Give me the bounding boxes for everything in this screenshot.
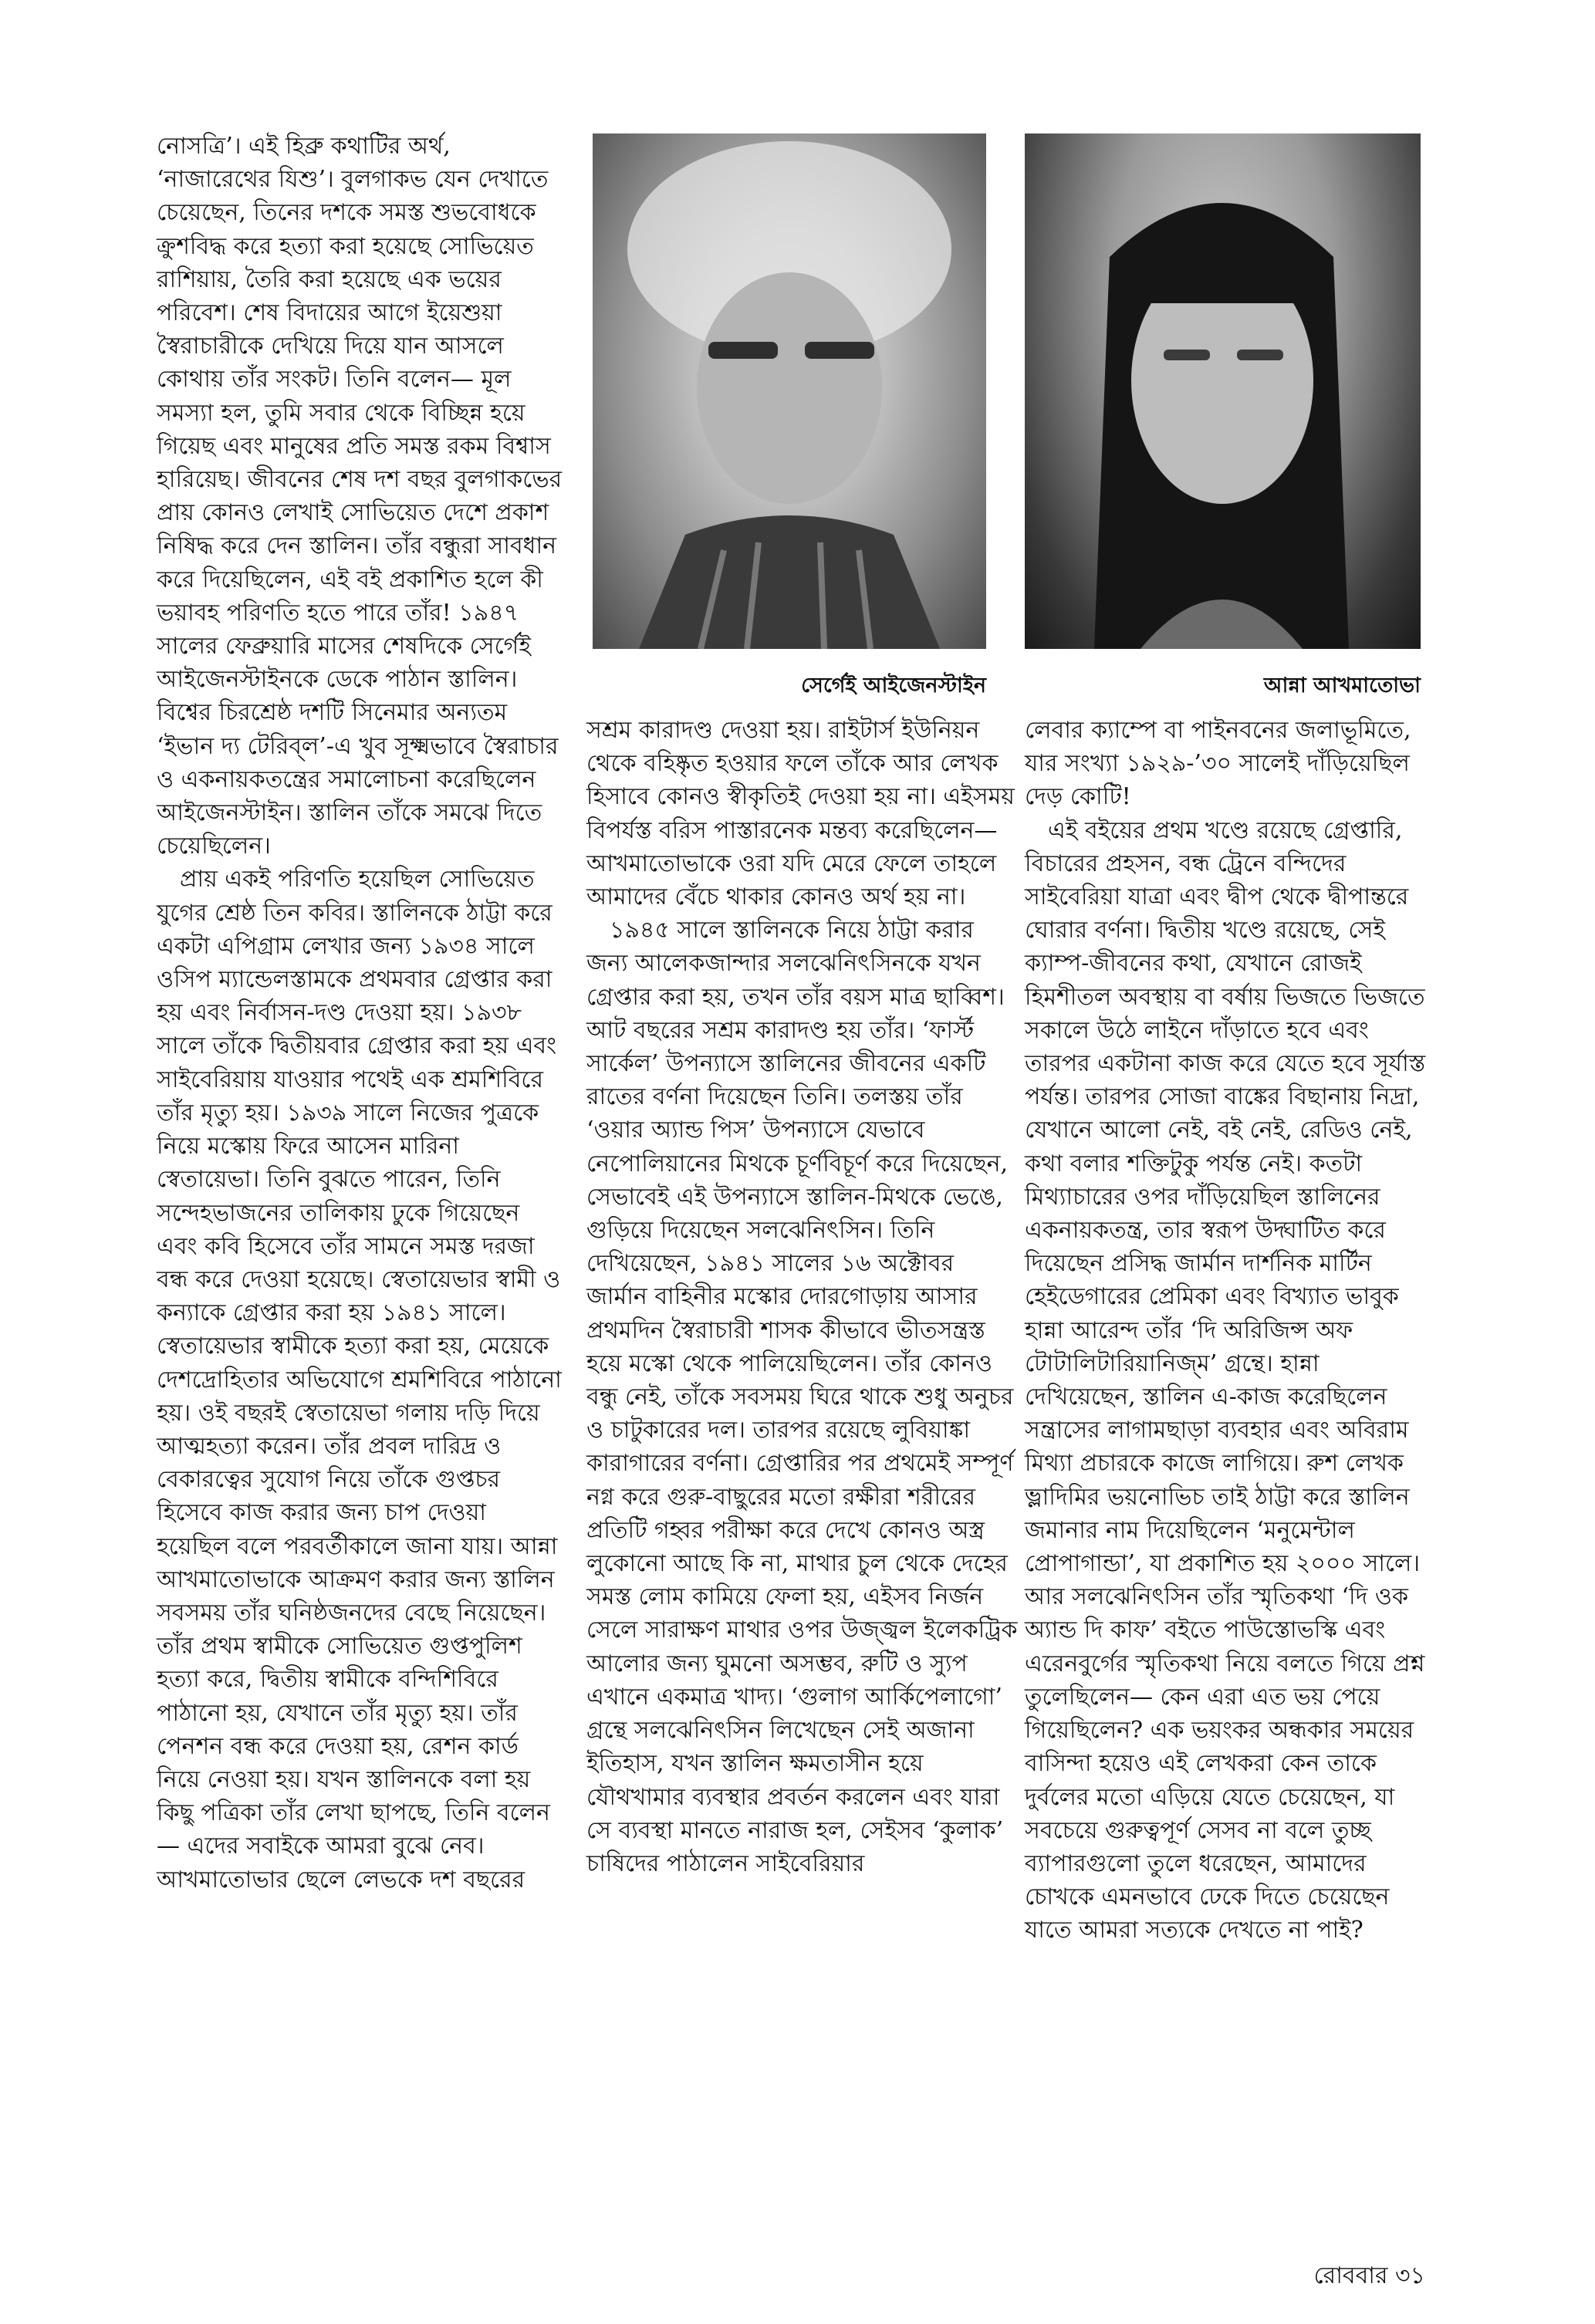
- paragraph: নোসত্রি’। এই হিব্রু কথাটির অর্থ, ‘নাজারেথের যিশু’। বুলগাকভ যেন দেখাতে চেয়েছেন, তিনের দশকে সমস্ত শুভবোধকে ক্রুশবিদ্ধ করে হত্যা করা হয়েছে সোভিয়েত রাশিয়ায়, তৈরি করা হয়েছে এক ভয়ের পরিবেশ। শেষ বিদায়ের আগে ইয়েশুয়া স্বৈরাচারীকে দেখিয়ে দিয়ে যান আসলে কোথায় তাঁর সংকট। তিনি বলেন— মূল সমস্যা হল, তুমি সবার থেকে বিচ্ছিন্ন হয়ে গিয়েছ এবং মানুষের প্রতি সমস্ত রকম বিশ্বাস হারিয়েছ। জীবনের শেষ দশ বছর বুলগাকভের প্রায় কোনও লেখাই সোভিয়েত দেশে প্রকাশ নিষিদ্ধ করে দেন স্তালিন। তাঁর বন্ধুরা সাবধান করে দিয়েছিলেন, এই বই প্রকাশিত হলে কী ভয়াবহ পরিণতি হতে পারে তাঁর! ১৯৪৭ সালের ফেব্রুয়ারি মাসের শেষদিকে সের্গেই আইজেনস্টাইনকে ডেকে পাঠান স্তালিন। বিশ্বের চিরশ্রেষ্ঠ দশটি সিনেমার অন্যতম ‘ইভান দ্য টেরিব্‌ল’-এ খুব সূক্ষ্মভাবে স্বৈরাচার ও একনায়কতন্ত্রের সমালোচনা করেছিলেন আইজেনস্টাইন। স্তালিন তাঁকে সমঝে দিতে চেয়েছিলেন।: [157, 133, 563, 860]
- portrait-woman-illustration: [1025, 133, 1421, 649]
- paragraph: সশ্রম কারাদণ্ড দেওয়া হয়। রাইটার্স ইউনিয়ন থেকে বহিষ্কৃত হওয়ার ফলে তাঁকে আর লেখক হিসাবে কোনও স্বীকৃতিই দেওয়া হয় না। এইসময় বিপর্যস্ত বরিস পাস্তারনেক মন্তব্য করেছিলেন— আখমাতোভাকে ওরা যদি মেরে ফেলে তাহলে আমাদের বেঁচে থাকার কোনও অর্থ হয় না।: [586, 717, 1015, 911]
- portrait-man-illustration: [593, 133, 986, 649]
- photo-caption-akhmatova: আন্না আখমাতোভা: [1263, 674, 1421, 698]
- article-column-1: [157, 130, 566, 1897]
- page-footer: রোববার ৩১: [1313, 2262, 1425, 2289]
- paragraph: এই বইয়ের প্রথম খণ্ডে রয়েছে গ্রেপ্তারি, বিচারের প্রহসন, বন্ধ ট্রেনে বন্দিদের সাইবেরিয়া যাত্রা এবং দ্বীপ থেকে দ্বীপান্তরে ঘোরার বর্ণনা। দ্বিতীয় খণ্ডে রয়েছে, সেই ক্যাম্প-জীবনের কথা, যেখানে রোজই হিমশীতল অবস্থায় বা বর্ষায় ভিজতে ভিজতে সকালে উঠে লাইনে দাঁড়াতে হবে এবং তারপর একটানা কাজ করে যেতে হবে সূর্যাস্ত পর্যন্ত। তারপর সোজা বাঙ্কের বিছানায় নিদ্রা, যেখানে আলো নেই, বই নেই, রেডিও নেই, কথা বলার শক্তিটুকু পর্যন্ত নেই। কতটা মিথ্যাচারের ওপর দাঁড়িয়েছিল স্তালিনের একনায়কতন্ত্র, তার স্বরূপ উদ্ঘাটিত করে দিয়েছেন প্রসিদ্ধ জার্মান দার্শনিক মার্টিন হেইডেগারের প্রেমিকা এবং বিখ্যাত ভাবুক হান্না আরেন্দ তাঁর ‘দি অরিজিন্স অফ টোটালিটারিয়ানিজ্‌ম’ গ্রন্থে। হান্না দেখিয়েছেন, স্তালিন এ-কাজ করেছিলেন সন্ত্রাসের লাগামছাড়া ব্যবহার এবং অবিরাম মিথ্যা প্রচারকে কাজে লাগিয়ে। রুশ লেখক ভ্লাদিমির ভয়নোভিচ তাই ঠাট্টা করে স্তালিন জমানার নাম দিয়েছিলেন ‘মনুমেন্টাল প্রোপাগান্ডা’, যা প্রকাশিত হয় ২০০০ সালে। আর সলঝেনিৎসিন তাঁর স্মৃতিকথা ‘দি ওক অ্যান্ড দি কাফ’ বইতে পাউস্তোভস্কি এবং এরেনবুর্গের স্মৃতিকথা নিয়ে বলতে গিয়ে প্রশ্ন তুলেছিলেন— কেন এরা এত ভয় পেয়ে গিয়েছিলেন? এক ভয়ংকর অন্ধকার সময়ের বাসিন্দা হয়েও এই লেখকরা কেন তাকে দুর্বলের মতো এড়িয়ে যেতে চেয়েছেন, যা সবচেয়ে গুরুত্বপূর্ণ সেসব না বলে তুচ্ছ ব্যাপারগুলো তুলে ধরেছেন, আমাদের চোখকে এমনভাবে ঢেকে দিতে চেয়েছেন যাতে আমরা সত্যকে দেখতে না পাই?: [1025, 816, 1426, 1944]
- photo-caption-eisenstein: সের্গেই আইজেনস্টাইন: [801, 674, 986, 698]
- eisenstein-photo: [593, 133, 986, 649]
- article-column-2: [586, 714, 1019, 1880]
- article-column-3: [1025, 714, 1426, 1947]
- akhmatova-photo: [1025, 133, 1421, 649]
- paragraph: প্রায় একই পরিণতি হয়েছিল সোভিয়েত যুগের শ্রেষ্ঠ তিন কবির। স্তালিনকে ঠাট্টা করে একটা এপিগ্রাম লেখার জন্য ১৯৩৪ সালে ওসিপ ম্যান্ডেলস্তামকে প্রথমবার গ্রেপ্তার করা হয় এবং নির্বাসন-দণ্ড দেওয়া হয়। ১৯৩৮ সালে তাঁকে দ্বিতীয়বার গ্রেপ্তার করা হয় এবং সাইবেরিয়ায় যাওয়ার পথেই এক শ্রমশিবিরে তাঁর মৃত্যু হয়। ১৯৩৯ সালে নিজের পুত্রকে নিয়ে মস্কোয় ফিরে আসেন মারিনা স্বেতায়েভা। তিনি বুঝতে পারেন, তিনি সন্দেহভাজনের তালিকায় ঢুকে গিয়েছেন এবং কবি হিসেবে তাঁর সামনে সমস্ত দরজা বন্ধ করে দেওয়া হয়েছে। স্বেতায়েভার স্বামী ও কন্যাকে গ্রেপ্তার করা হয় ১৯৪১ সালে। স্বেতায়েভার স্বামীকে হত্যা করা হয়, মেয়েকে দেশদ্রোহিতার অভিযোগে শ্রমশিবিরে পাঠানো হয়। ওই বছরই স্বেতায়েভা গলায় দড়ি দিয়ে আত্মহত্যা করেন। তাঁর প্রবল দারিদ্র ও বেকারত্বের সুযোগ নিয়ে তাঁকে গুপ্তচর হিসেবে কাজ করার জন্য চাপ দেওয়া হয়েছিল বলে পরবর্তীকালে জানা যায়। আন্না আখমাতোভাকে আক্রমণ করার জন্য স্তালিন সবসময় তাঁর ঘনিষ্ঠজনদের বেছে নিয়েছেন। তাঁর প্রথম স্বামীকে সোভিয়েত গুপ্তপুলিশ হত্যা করে, দ্বিতীয় স্বামীকে বন্দিশিবিরে পাঠানো হয়, যেখানে তাঁর মৃত্যু হয়। তাঁর পেনশন বন্ধ করে দেওয়া হয়, রেশন কার্ড নিয়ে নেওয়া হয়। যখন স্তালিনকে বলা হয় কিছু পত্রিকা তাঁর লেখা ছাপছে, তিনি বলেন— এদের সবাইকে আমরা বুঝে নেব। আখমাতোভার ছেলে লেভকে দশ বছরের: [157, 866, 562, 1893]
- paragraph: লেবার ক্যাম্পে বা পাইনবনের জলাভূমিতে, যার সংখ্যা ১৯২৯-’৩০ সালেই দাঁড়িয়েছিল দেড় কোটি!: [1025, 717, 1411, 811]
- paragraph: ১৯৪৫ সালে স্তালিনকে নিয়ে ঠাট্টা করার জন্য আলেকজান্দার সলঝেনিৎসিনকে যখন গ্রেপ্তার করা হয়, তখন তাঁর বয়স মাত্র ছাব্বিশ। আট বছরের সশ্রম কারাদণ্ড হয় তাঁর। ‘ফার্স্ট সার্কেল’ উপন্যাসে স্তালিনের জীবনের একটি রাতের বর্ণনা দিয়েছেন তিনি। তলস্তয় তাঁর ‘ওয়ার অ্যান্ড পিস’ উপন্যাসে যেভাবে নেপোলিয়ানের মিথকে চূর্ণবিচূর্ণ করে দিয়েছেন, সেভাবেই এই উপন্যাসে স্তালিন-মিথকে ভেঙে, গুড়িয়ে দিয়েছেন সলঝেনিৎসিন। তিনি দেখিয়েছেন, ১৯৪১ সালের ১৬ অক্টোবর জার্মান বাহিনীর মস্কোর দোরগোড়ায় আসার প্রথমদিন স্বৈরাচারী শাসক কীভাবে ভীতসন্ত্রস্ত হয়ে মস্কো থেকে পালিয়েছিলেন। তাঁর কোনও বন্ধু নেই, তাঁকে সবসময় ঘিরে থাকে শুধু অনুচর ও চাটুকারের দল। তারপর রয়েছে লুবিয়াঙ্কা কারাগারের বর্ণনা। গ্রেপ্তারির পর প্রথমেই সম্পূর্ণ নগ্ন করে গুরু-বাছুরের মতো রক্ষীরা শরীরের প্রতিটি গহ্বর পরীক্ষা করে দেখে কোনও অস্ত্র লুকোনো আছে কি না, মাথার চুল থেকে দেহের সমস্ত লোম কামিয়ে ফেলা হয়, এইসব নির্জন সেলে সারাক্ষণ মাথার ওপর উজ্জ্বল ইলেকট্রিক আলোর জন্য ঘুমনো অসম্ভব, রুটি ও স্যুপ এখানে একমাত্র খাদ্য। ‘গুলাগ আর্কিপেলাগো’ গ্রন্থে সলঝেনিৎসিন লিখেছেন সেই অজানা ইতিহাস, যখন স্তালিন ক্ষমতাসীন হয়ে যৌথখামার ব্যবস্থার প্রবর্তন করলেন এবং যারা সে ব্যবস্থা মানতে নারাজ হল, সেইসব ‘কুলাক’ চাষিদের পাঠালেন সাইবেরিয়ার: [586, 917, 1018, 1877]
